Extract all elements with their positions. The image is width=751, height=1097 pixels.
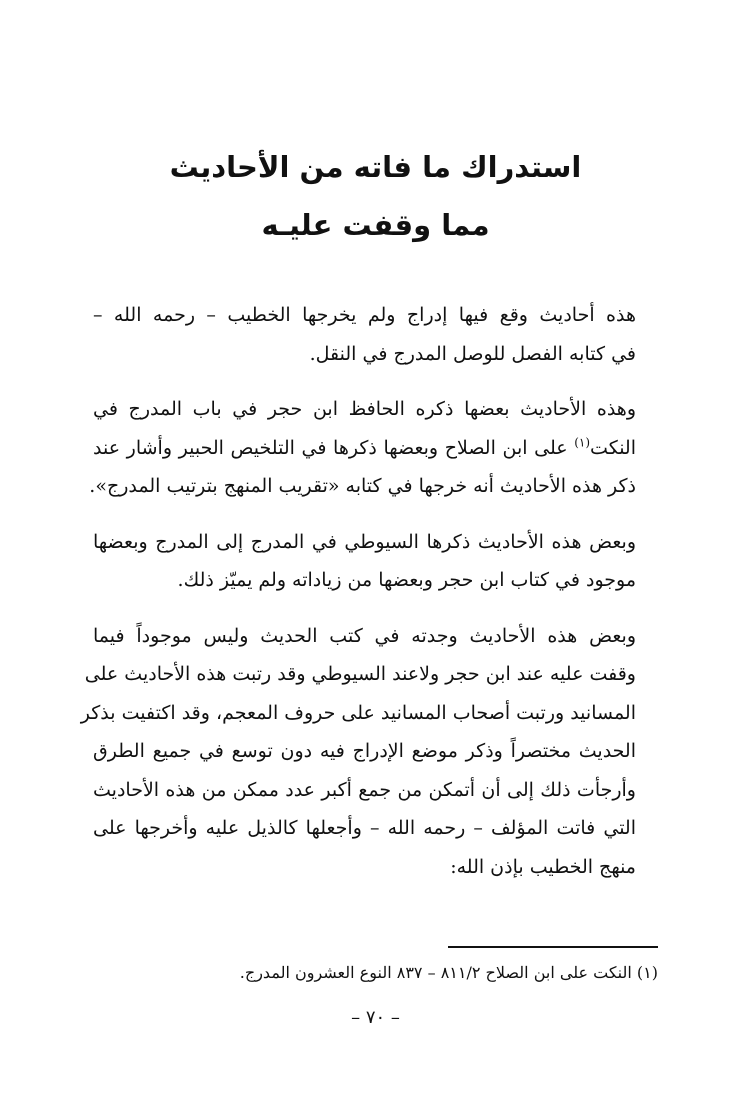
text-line: منهج الخطيب بإذن الله: bbox=[450, 855, 636, 878]
text-fragment: النكت bbox=[590, 436, 636, 459]
chapter-title bbox=[0, 138, 751, 254]
paragraph-4 bbox=[80, 617, 658, 887]
chapter-title-line-2: مما وقفت عليـه bbox=[261, 208, 490, 242]
text-line: المسانيد ورتبت أصحاب المسانيد على حروف المعجم، وقد اكتفيت بذكر bbox=[80, 701, 636, 724]
text-line-with-footnote bbox=[93, 429, 658, 468]
paragraph-1 bbox=[93, 296, 658, 373]
text-line: وبعض هذه الأحاديث ذكرها السيوطي في المدرج إلى المدرج وبعضها bbox=[93, 530, 636, 553]
paragraph-2 bbox=[89, 390, 658, 506]
paragraph-3 bbox=[93, 523, 658, 600]
text-fragment: على ابن الصلاح وبعضها ذكرها في التلخيص الحبير وأشار عند bbox=[93, 436, 575, 459]
text-line: ذكر هذه الأحاديث أنه خرجها في كتابه «تقريب المنهج بترتيب المدرج». bbox=[89, 475, 636, 497]
text-line: الحديث مختصراً وذكر موضع الإدراج فيه دون توسع في جميع الطرق bbox=[93, 740, 636, 762]
page-number: – ٧٠ – bbox=[351, 1007, 400, 1028]
body-text bbox=[80, 296, 658, 903]
text-line: وأرجأت ذلك إلى أن أتمكن من جمع أكبر عدد ممكن من هذه الأحاديث bbox=[93, 778, 636, 801]
text-line: هذه أحاديث وقع فيها إدراج ولم يخرجها الخطيب – رحمه الله – bbox=[93, 304, 636, 326]
text-line: في كتابه الفصل للوصل المدرج في النقل. bbox=[309, 342, 636, 365]
footnote-reference[interactable]: (١) bbox=[574, 435, 591, 450]
text-line: التي فاتت المؤلف – رحمه الله – وأجعلها كالذيل عليه وأخرجها على bbox=[93, 817, 636, 839]
text-line: وبعض هذه الأحاديث وجدته في كتب الحديث وليس موجوداً فيما bbox=[93, 624, 636, 647]
text-line: وقفت عليه عند ابن حجر ولاعند السيوطي وقد رتبت هذه الأحاديث على bbox=[84, 663, 636, 685]
text-line: وهذه الأحاديث بعضها ذكره الحافظ ابن حجر في باب المدرج في bbox=[93, 398, 636, 420]
chapter-title-line-1: استدراك ما فاته من الأحاديث bbox=[169, 150, 582, 184]
footnote-divider bbox=[448, 946, 658, 948]
text-line: موجود في كتاب ابن حجر وبعضها من زياداته ولم يميّز ذلك. bbox=[177, 569, 636, 591]
footnote: (١) النكت على ابن الصلاح ٨١١/٢ – ٨٣٧ النوع العشرون المدرج. bbox=[239, 963, 658, 982]
